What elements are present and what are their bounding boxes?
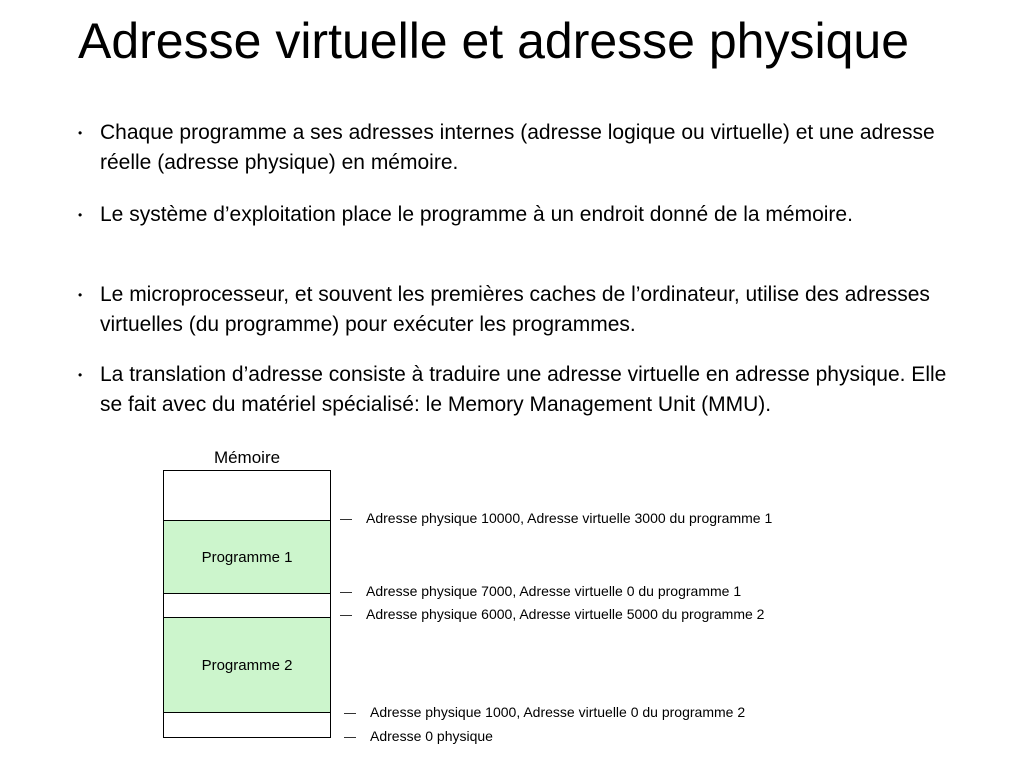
annotation-text: Adresse 0 physique (370, 728, 493, 744)
annotation-dash (340, 615, 352, 616)
annotation-dash (340, 519, 352, 520)
bullet-text: Chaque programme a ses adresses internes (adresse logique ou virtuelle) et une adresse réelle (adresse physique) en mémoire. (100, 121, 935, 174)
program-2-block (164, 617, 330, 713)
program-2-label: Programme 2 (201, 656, 293, 674)
annotation-text: Adresse physique 7000, Adresse virtuelle 0 du programme 1 (366, 583, 742, 599)
annotation-text: Adresse physique 6000, Adresse virtuelle 5000 du programme 2 (366, 606, 765, 622)
annotation-text: Adresse physique 1000, Adresse virtuelle 0 du programme 2 (370, 704, 746, 720)
annotation-row (344, 728, 493, 744)
memory-label: Mémoire (213, 448, 281, 467)
annotation-row (340, 510, 772, 526)
bullet-item (78, 280, 958, 340)
annotation-row (344, 704, 745, 720)
slide-title: Adresse virtuelle et adresse physique (78, 13, 910, 69)
bullet-item (78, 200, 853, 230)
bullet-glyph: • (78, 126, 83, 140)
bullet-glyph: • (78, 288, 83, 302)
bullet-item (78, 118, 958, 178)
program-1-block (164, 520, 330, 594)
annotation-dash (340, 592, 352, 593)
bullet-item (78, 360, 958, 420)
bullet-text: Le microprocesseur, et souvent les premières caches de l’ordinateur, utilise des adresses virtuelles (du programme) pour exécuter les programmes. (100, 283, 930, 336)
annotation-row (340, 583, 741, 599)
annotation-dash (344, 713, 356, 714)
memory-diagram (163, 470, 331, 738)
bullet-glyph: • (78, 208, 83, 222)
bullet-text: La translation d’adresse consiste à traduire une adresse virtuelle en adresse physique. Elle se fait avec du matériel spécialisé: le Memory Management Unit (MMU). (100, 363, 947, 416)
annotation-text: Adresse physique 10000, Adresse virtuelle 3000 du programme 1 (366, 510, 773, 526)
annotation-row (340, 606, 764, 622)
program-1-label: Programme 1 (201, 548, 293, 566)
annotation-dash (344, 737, 356, 738)
bullet-text: Le système d’exploitation place le programme à un endroit donné de la mémoire. (100, 203, 853, 226)
bullet-glyph: • (78, 368, 83, 382)
